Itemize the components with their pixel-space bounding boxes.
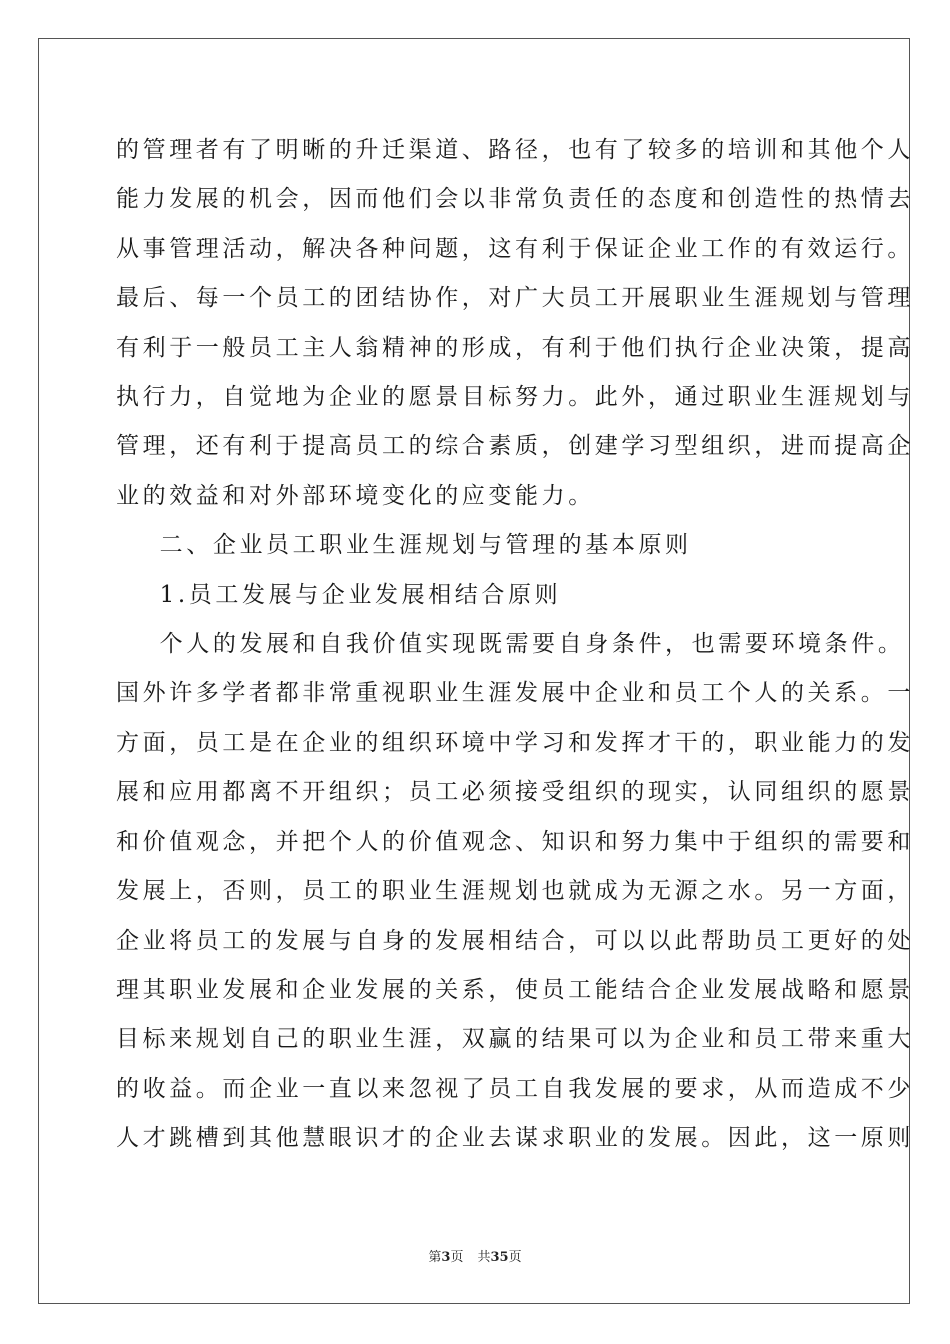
page-number-prefix: 第 — [428, 1250, 442, 1265]
text-line: 理其职业发展和企业发展的关系，使员工能结合企业发展战略和愿景 — [116, 976, 914, 1003]
text-line: 和价值观念，并把个人的价值观念、知识和努力集中于组织的需要和 — [116, 828, 914, 855]
text-line: 人才跳槽到其他慧眼识才的企业去谋求职业的发展。因此，这一原则 — [116, 1125, 914, 1152]
page-footer — [0, 1246, 950, 1265]
text-line: 国外许多学者都非常重视职业生涯发展中企业和员工个人的关系。一 — [116, 680, 914, 707]
text-line: 的收益。而企业一直以来忽视了员工自我发展的要求，从而造成不少 — [116, 1075, 914, 1102]
text-line: 方面，员工是在企业的组织环境中学习和发挥才干的，职业能力的发 — [116, 729, 914, 756]
text-line: 管理，还有利于提高员工的综合素质，创建学习型组织，进而提高企 — [116, 433, 914, 460]
text-line: 展和应用都离不开组织；员工必须接受组织的现实，认同组织的愿景 — [116, 779, 914, 806]
page-number-current: 3 — [441, 1250, 451, 1265]
document-body — [116, 126, 914, 1164]
page-number-suffix: 页 — [450, 1250, 464, 1265]
text-line: 有利于一般员工主人翁精神的形成，有利于他们执行企业决策，提高 — [116, 334, 914, 361]
text-line: 最后、每一个员工的团结协作，对广大员工开展职业生涯规划与管理 — [116, 285, 914, 312]
text-line: 能力发展的机会，因而他们会以非常负责任的态度和创造性的热情去 — [116, 186, 914, 213]
section-heading: 二、企业员工职业生涯规划与管理的基本原则 — [116, 532, 692, 559]
text-line: 企业将员工的发展与自身的发展相结合，可以以此帮助员工更好的处 — [116, 927, 914, 954]
page-total-prefix: 共 — [477, 1250, 491, 1265]
page-total: 35 — [490, 1250, 509, 1265]
text-line: 个人的发展和自我价值实现既需要自身条件，也需要环境条件。 — [116, 631, 905, 658]
text-line: 目标来规划自己的职业生涯，双赢的结果可以为企业和员工带来重大 — [116, 1026, 914, 1053]
text-line: 从事管理活动，解决各种问题，这有利于保证企业工作的有效运行。 — [116, 235, 914, 262]
subsection-heading: 1.员工发展与企业发展相结合原则 — [116, 581, 562, 608]
text-line: 发展上，否则，员工的职业生涯规划也就成为无源之水。另一方面， — [116, 878, 914, 905]
page-total-suffix: 页 — [508, 1250, 522, 1265]
text-line: 的管理者有了明晰的升迁渠道、路径，也有了较多的培训和其他个人 — [116, 137, 914, 163]
text-line: 业的效益和对外部环境变化的应变能力。 — [116, 482, 595, 509]
text-line: 执行力，自觉地为企业的愿景目标努力。此外，通过职业生涯规划与 — [116, 384, 914, 411]
